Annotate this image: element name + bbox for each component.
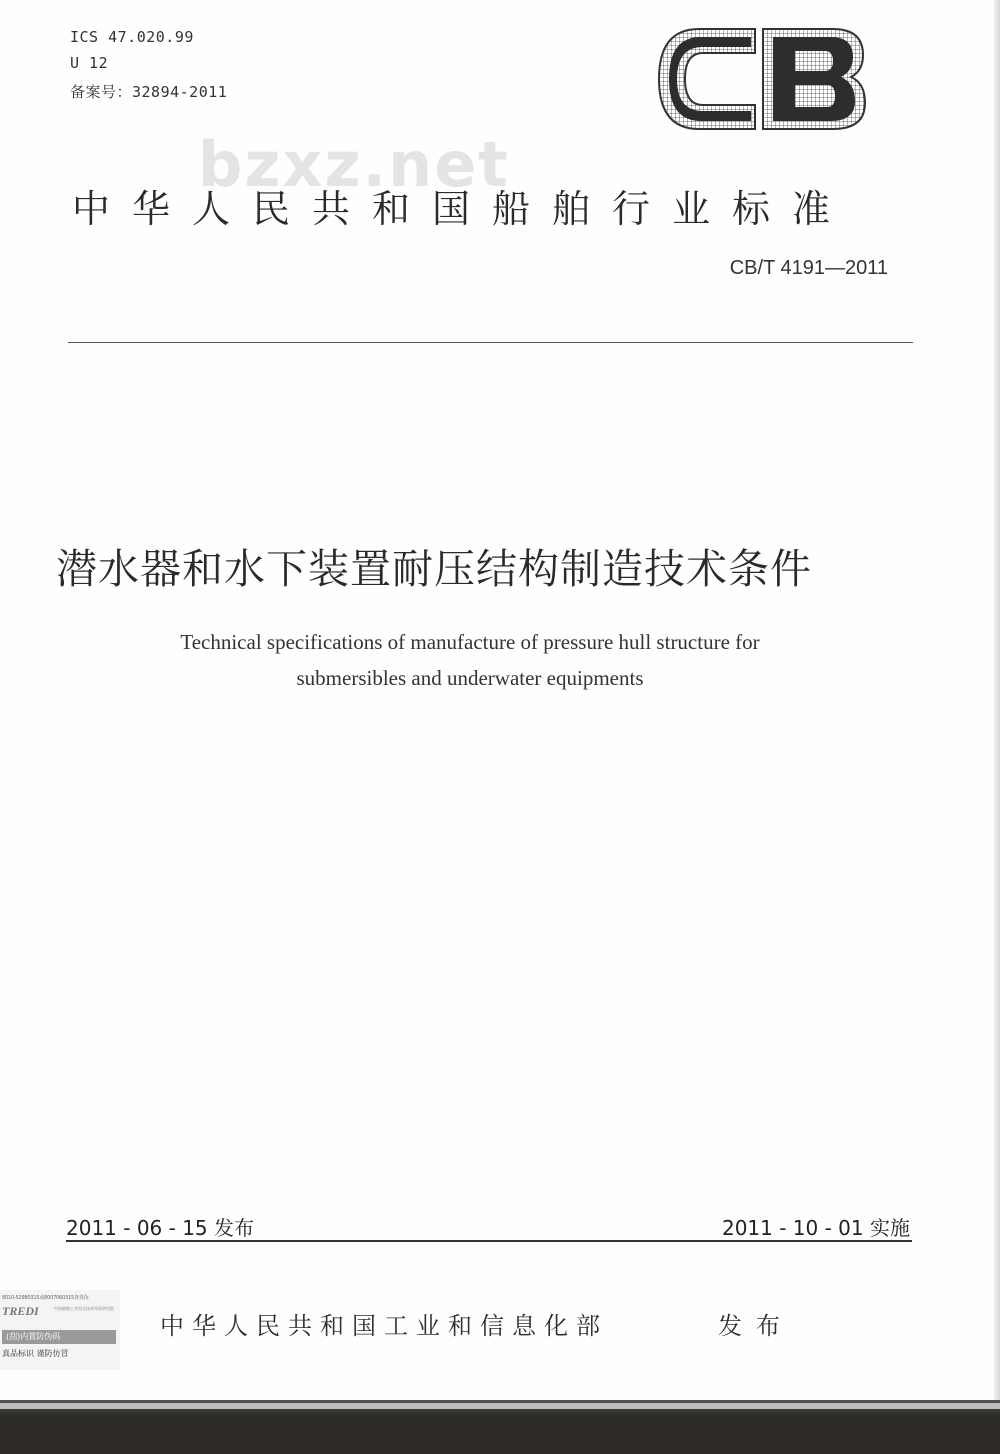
title-en-line-1: Technical specifications of manufacture of pressure hull structure for <box>180 630 760 654</box>
issue-date: 2011 - 06 - 15 发布 <box>66 1216 255 1240</box>
sticker-logo: TREDI <box>2 1304 39 1318</box>
divider-bottom <box>66 1240 912 1242</box>
ics-code: ICS 47.020.99 <box>70 28 194 46</box>
publish-word: 发布 <box>718 1312 794 1340</box>
sticker-verify-text: 8010-52980315或8007060315查真伪 <box>2 1295 89 1301</box>
effective-date: 2011 - 10 - 01 实施 <box>721 1216 910 1240</box>
cb-logo <box>655 25 867 133</box>
scan-edge-line <box>0 1403 1000 1409</box>
record-number: 备案号：32894-2011 <box>70 83 228 101</box>
sticker-code-label: (刮)内置防伪码 <box>2 1330 116 1344</box>
standard-number: CB/T 4191—2011 <box>729 257 888 279</box>
sticker-genuine-label: 真品标识 谨防仿冒 <box>2 1349 69 1358</box>
sticker-org: 中国船舶工业综合技术经济研究院 <box>54 1306 114 1311</box>
title-en-line-2: submersibles and underwater equipments <box>296 666 644 690</box>
document-title-cn: 潜水器和水下装置耐压结构制造技术条件 <box>56 545 812 593</box>
page-edge-shadow <box>994 0 1000 1400</box>
standard-title: 中华人民共和国船舶行业标准 <box>72 187 853 231</box>
watermark: bzxz.net <box>198 128 510 201</box>
publisher: 中华人民共和国工业和信息化部 <box>160 1312 608 1340</box>
anti-counterfeit-sticker <box>0 1290 120 1370</box>
classification-code: U 12 <box>70 54 109 72</box>
divider-top <box>68 342 913 343</box>
document-title-en <box>80 624 860 696</box>
